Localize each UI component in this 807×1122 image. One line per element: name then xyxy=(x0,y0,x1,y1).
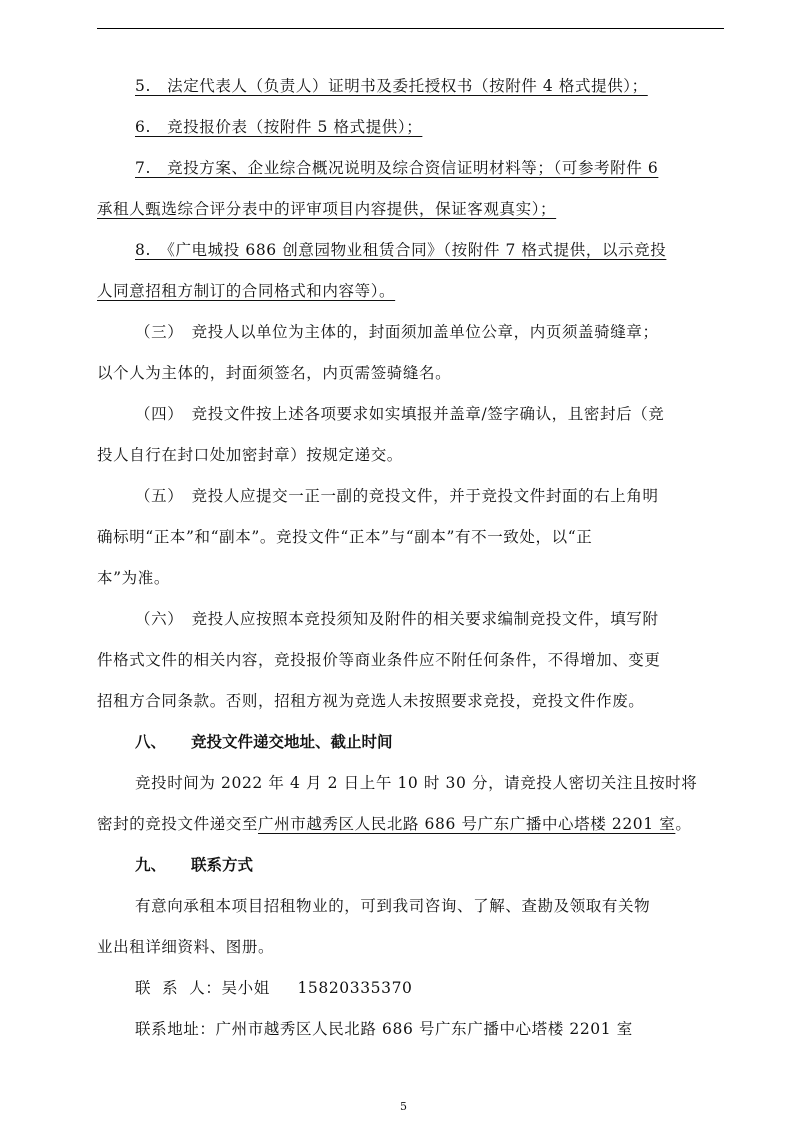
item-7-line2: 承租人甄选综合评分表中的评审项目内容提供，保证客观真实）； xyxy=(97,200,557,218)
section-8-title: 竞投文件递交地址、截止时间 xyxy=(191,733,393,751)
item-5: 5. 法定代表人（负责人）证明书及委托授权书（按附件 4 格式提供）； xyxy=(135,77,648,95)
section-8-heading xyxy=(97,722,724,763)
para-5-line3: 本”为准。 xyxy=(97,569,170,587)
para-5-line2: 确标明“正本”和“副本”。竞投文件“正本”与“副本”有不一致处，以“正 xyxy=(97,528,593,546)
section-8-line1: 竞投时间为 2022 年 4 月 2 日上午 10 时 30 分，请竞投人密切关注且按时将 xyxy=(135,774,698,792)
para-3-line2: 以个人为主体的，封面须签名，内页需签骑缝名。 xyxy=(97,364,452,382)
submission-address: 广州市越秀区人民北路 686 号广东广播中心塔楼 2201 室 xyxy=(258,815,676,833)
para-6-line1: （六） 竞投人应按照本竞投须知及附件的相关要求编制竞投文件，填写附 xyxy=(135,610,659,628)
item-7-line1: 7. 竞投方案、企业综合概况说明及综合资信证明材料等；（可参考附件 6 xyxy=(135,159,659,177)
para-6-line2: 件格式文件的相关内容，竞投报价等商业条件应不附任何条件，不得增加、变更 xyxy=(97,651,661,669)
para-6-line3: 招租方合同条款。否则，招租方视为竞选人未按照要求竞投，竞投文件作废。 xyxy=(97,692,645,710)
section-8-line2: 密封的竞投文件递交至广州市越秀区人民北路 686 号广东广播中心塔楼 2201 室。 xyxy=(97,815,692,833)
contact-person: 联 系 人：吴小姐 15820335370 xyxy=(135,979,413,997)
section-9-line1: 有意向承租本项目招租物业的，可到我司咨询、了解、查勘及领取有关物 xyxy=(135,897,651,915)
section-9-title: 联系方式 xyxy=(191,856,254,874)
item-8-line1: 8. 《广电城投 686 创意园物业租赁合同》（按附件 7 格式提供，以示竞投 xyxy=(135,241,667,259)
document-body xyxy=(97,66,724,1050)
para-3-line1: （三） 竞投人以单位为主体的，封面须加盖单位公章，内页须盖骑缝章； xyxy=(135,323,659,341)
section-9-number: 九、 xyxy=(135,856,167,874)
section-8-number: 八、 xyxy=(135,733,167,751)
para-5-line1: （五） 竞投人应提交一正一副的竞投文件，并于竞投文件封面的右上角明 xyxy=(135,487,659,505)
para-4-line1: （四） 竞投文件按上述各项要求如实填报并盖章/签字确认，且密封后（竞 xyxy=(135,405,665,423)
header-rule xyxy=(97,28,724,29)
section-9-heading xyxy=(97,845,724,886)
item-6: 6. 竞投报价表（按附件 5 格式提供）； xyxy=(135,118,423,136)
page-number: 5 xyxy=(400,1100,407,1113)
section-9-line2: 业出租详细资料、图册。 xyxy=(97,938,275,956)
contact-address: 联系地址：广州市越秀区人民北路 686 号广东广播中心塔楼 2201 室 xyxy=(135,1020,633,1038)
para-4-line2: 投人自行在封口处加密封章）按规定递交。 xyxy=(97,446,403,464)
item-8-line2: 人同意招租方制订的合同格式和内容等）。 xyxy=(97,282,396,300)
